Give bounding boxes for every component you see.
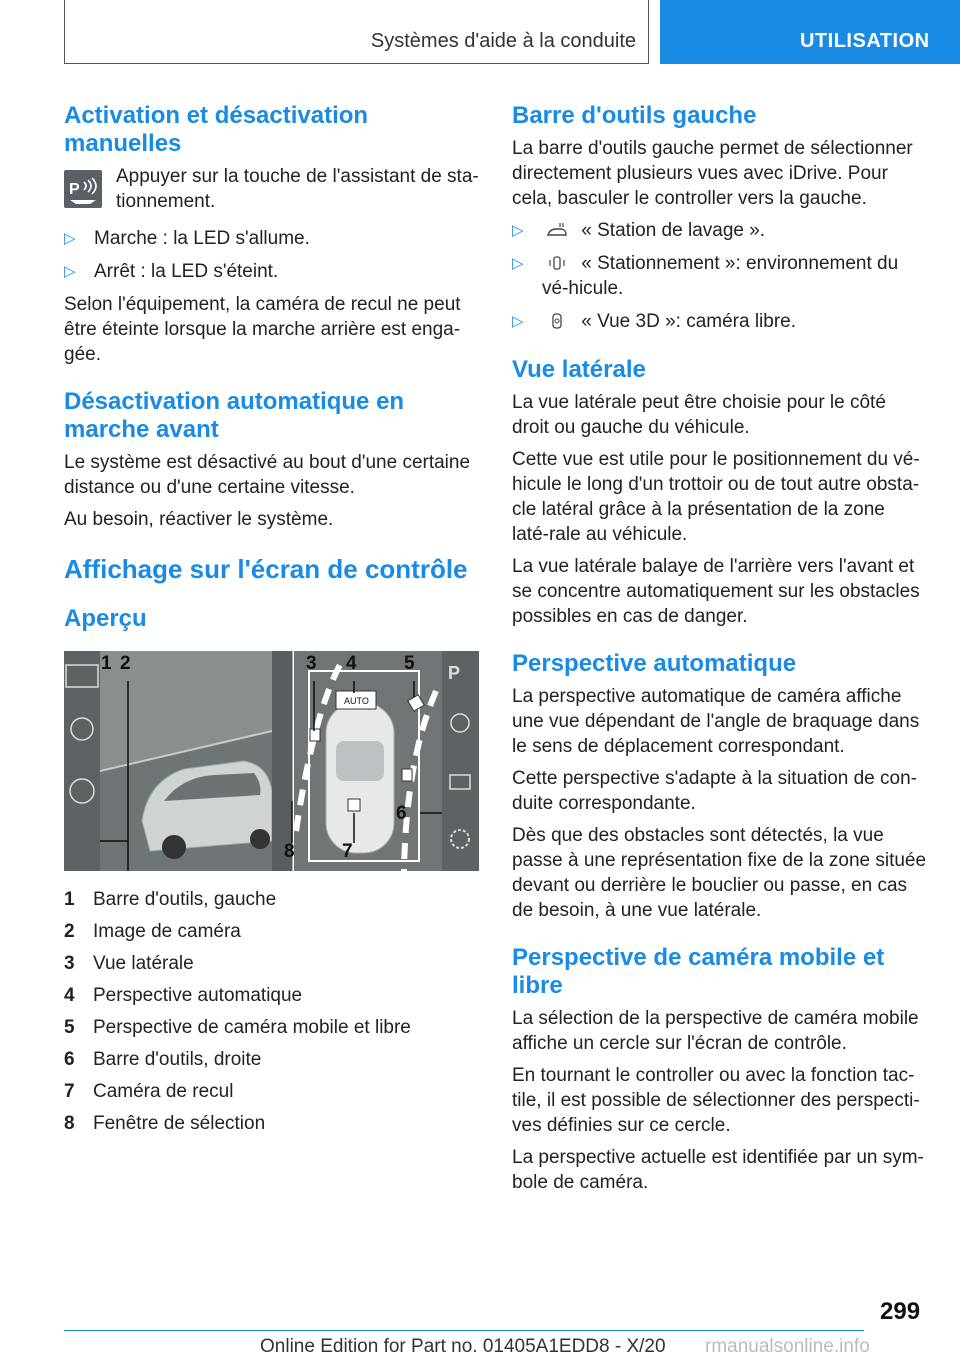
heading-left-toolbar: Barre d'outils gauche [512,102,757,129]
bullet-triangle-icon: ▷ [512,222,524,239]
legend-item: 1 Barre d'outils, gauche [64,889,277,910]
paragraph: Selon l'équipement, la caméra de recul ne peut être éteinte lorsque la marche arrière est enga‐gée. [64,294,461,365]
paragraph: Le système est désactivé au bout d'une certaine distance ou d'une certaine vitesse. [64,452,471,498]
3d-view-icon [546,312,568,330]
paragraph: La vue latérale peut être choisie pour le côté droit ou gauche du véhicule. [512,392,886,438]
footer-divider [64,1330,864,1331]
paragraph: La perspective automatique de caméra affiche une vue dépendant de l'angle de braquage dans le sens de déplacement correspondant. [512,686,920,757]
bullet-on: ▷ Marche : la LED s'allume. [64,228,310,249]
image-legend [64,887,479,1136]
image-label-1: 1 [101,653,112,674]
svg-text:P: P [448,663,461,683]
legend-item: 7 Caméra de recul [64,1081,234,1102]
image-label-3: 3 [306,653,317,674]
paragraph: La vue latérale balaye de l'arrière vers l'avant et se concentre automatiquement sur les obstacles possibles en cas de danger. [512,556,920,627]
auto-label: AUTO [344,696,369,706]
watermark: rmanualsonline.info [705,1336,870,1357]
paragraph: En tournant le controller ou avec la fonction tac‐tile, il est possible de sélectionner des perspecti‐ves définies sur ce cercle. [512,1065,920,1136]
paragraph: La barre d'outils gauche permet de sélectionner directement plusieurs vues avec iDrive. Pour cela, basculer le controller vers la gauche. [512,138,913,209]
bullet-triangle-icon: ▷ [64,263,76,280]
heading-overview: Aperçu [64,605,147,632]
bullet-3d-view: ▷ « Vue 3D »: caméra libre. [512,311,797,332]
paragraph: Dès que des obstacles sont détectés, la vue passe à une représentation fixe de la zone située devant ou derrière le bouclier ou passe, en cas de besoin, à une vue latérale. [512,825,927,921]
camera-display-illustration [64,651,479,871]
paragraph: La perspective actuelle est identifiée par un sym‐bole de caméra. [512,1147,924,1193]
heading-side-view: Vue latérale [512,356,646,383]
heading-control-display: Affichage sur l'écran de contrôle [64,554,468,584]
legend-item: 8 Fenêtre de sélection [64,1113,266,1134]
image-label-8: 8 [284,841,295,862]
bullet-off: ▷ Arrêt : la LED s'éteint. [64,261,279,282]
image-label-5: 5 [404,653,415,674]
page-number: 299 [880,1298,921,1325]
legend-item: 5 Perspective de caméra mobile et libre [64,1017,411,1038]
paragraph: Au besoin, réactiver le système. [64,509,334,530]
legend-item: 6 Barre d'outils, droite [64,1049,262,1070]
paragraph: Cette vue est utile pour le positionnement du vé‐hicule le long d'un trottoir ou de tout autre obsta‐cle latéral grâce à la présentation de la zone laté‐rale au véhicule. [512,449,920,545]
legend-item: 3 Vue latérale [64,953,194,974]
heading-auto-perspective: Perspective automatique [512,650,797,677]
park-assist-button-row [64,164,479,214]
section-title: Systèmes d'aide à la conduite [370,30,636,52]
chapter-title: UTILISATION [800,30,930,52]
left-column [64,102,479,1143]
right-column [512,102,927,1202]
header-chapter-box [660,0,960,64]
bullet-triangle-icon: ▷ [512,255,524,272]
legend-item: 4 Perspective automatique [64,985,303,1006]
car-wash-icon [546,221,568,239]
header-section-box [64,0,649,64]
heading-free-camera: Perspective de caméra mobile et libre [512,944,885,999]
heading-auto-deactivation: Désactivation automatique en marche avant [64,388,405,443]
edition-note: Online Edition for Part no. 01405A1EDD8 - X/20 [260,1336,666,1357]
camera-display-image [64,651,479,871]
image-label-2: 2 [120,653,131,674]
parking-view-icon [546,254,568,272]
bullet-triangle-icon: ▷ [64,230,76,247]
bullet-car-wash: ▷ « Station de lavage ». [512,220,766,241]
svg-text:P: P [69,181,80,198]
park-assist-button-icon [64,170,102,208]
image-label-6: 6 [396,803,407,824]
bullet-parking: ▷ « Stationnement »: environnement du vé‐hicule. [512,253,899,299]
image-label-7: 7 [342,841,353,862]
image-label-4: 4 [346,653,357,674]
button-instruction: Appuyer sur la touche de l'assistant de sta‐tionnement. [116,166,479,212]
paragraph: Cette perspective s'adapte à la situation de con‐duite correspondante. [512,768,917,814]
bullet-triangle-icon: ▷ [512,313,524,330]
legend-item: 2 Image de caméra [64,921,241,942]
heading-manual-activation: Activation et désactivation manuelles [64,102,369,157]
paragraph: La sélection de la perspective de caméra mobile affiche un cercle sur l'écran de contrôle. [512,1008,919,1054]
